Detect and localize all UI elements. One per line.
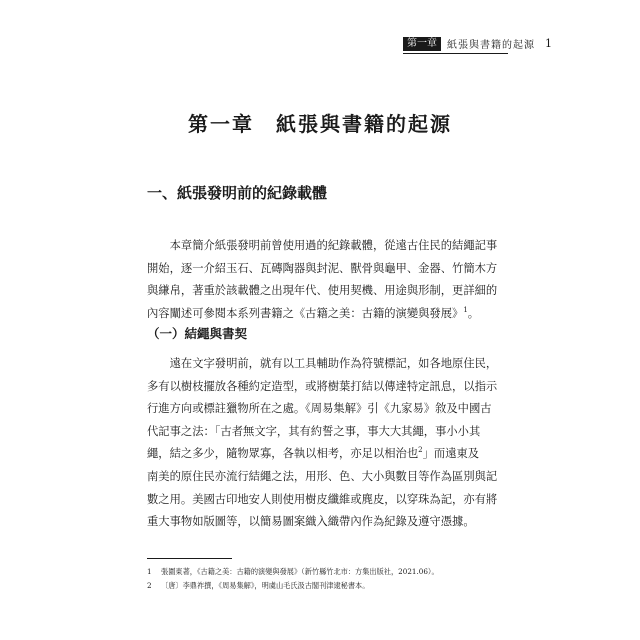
text-segment: 繩，結之多少，隨物眾寡，各執以相考，亦足以相治也 [147,447,419,461]
text-line: 開始，逐一介紹玉石、瓦磚陶器與封泥、獸骨與龜甲、金器、竹簡木方 [147,261,498,275]
text-line [147,443,492,466]
footnote-2 [147,579,439,593]
footnote-divider [147,558,232,559]
text-line: 代記事之法：「古者無文字，其有約誓之事，事大大其繩，事小小其 [147,424,481,438]
text-line: 重大事物如版圖等，以簡易圖案織入織帶內作為紀錄及遵守憑據。 [147,515,475,529]
page-number: 1 [545,37,552,50]
footnote-mark: 1 [147,567,152,576]
footnote-mark: 2 [147,581,152,590]
chapter-tag: 第一章 [403,37,441,51]
text-line: 南美的原住民亦流行結繩之法，用形、色、大小與數目等作為區別與記 [147,469,498,483]
paragraph-knots [147,353,498,534]
chapter-title: 第一章 紙張與書籍的起源 [188,112,452,136]
running-header [403,36,552,51]
running-header-title: 紙張與書籍的起源 [447,40,535,51]
text-segment: 內容闡述可參閱本系列書籍之《古籍之美：古籍的演變與發展》 [147,306,464,320]
text-line: 多有以樹枝擺放各種約定造型，或將樹葉打結以傳達特定訊息，以指示 [147,379,498,393]
text-segment: 」而遠東及 [422,447,480,461]
footnote-text: 張圍東著，《古籍之美：古籍的演變與發展》（新竹縣竹北市：方集出版社，2021.06）。 [161,567,439,576]
subsection-heading: （一）結繩與書契 [147,326,248,341]
footnote-ref-2[interactable]: 2 [418,446,423,455]
text-line: 與縑帛，著重於該載體之出現年代、使用契機、用途與形制，更詳細的 [147,284,498,298]
text-line: 數之用。美國古印地安人則使用樹皮纖維或麂皮，以穿珠為記，亦有將 [147,492,498,506]
footnote-ref-1[interactable]: 1 [463,306,468,315]
section-heading: 一、紙張發明前的紀錄載體 [147,184,328,202]
footnote-text: 〔唐〕李鼎祚撰，《周易集解》，明虞山毛氏汲古閣刊津逮秘書本。 [161,581,370,590]
text-line: 本章簡介紙張發明前曾使用過的紀錄載體，從遠古住民的結繩記事 [147,239,498,252]
text-segment: 。 [467,306,480,320]
footnote-1 [147,565,439,579]
header-divider [403,53,508,54]
text-line [147,303,492,326]
paragraph-intro [147,235,498,325]
text-line: 遠在文字發明前，就有以工具輔助作為符號標記，如各地原住民， [147,357,498,370]
text-line: 行進方向或標註獵物所在之處。《周易集解》引《九家易》敘及中國古 [147,402,492,416]
footnotes [147,565,439,593]
